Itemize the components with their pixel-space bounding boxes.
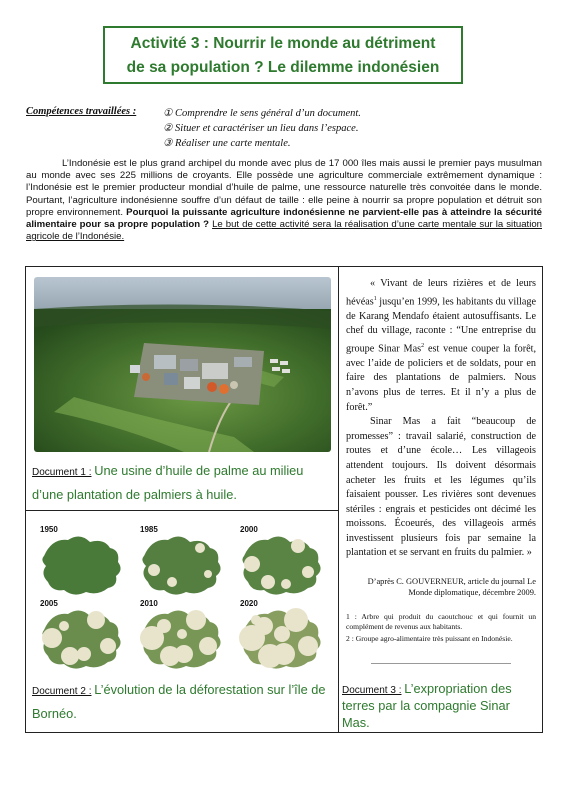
footnote-divider <box>371 663 511 664</box>
competence-item: ② Situer et caractériser un lieu dans l’espace. <box>163 123 359 134</box>
competences-label: Compétences travaillées : <box>26 106 137 117</box>
doc2-title: L’évolution de la déforestation sur l’île de Bornéo. <box>32 682 326 721</box>
doc2-caption <box>32 679 332 727</box>
row-divider <box>26 510 338 511</box>
intro-question: Pourquoi la puissante agriculture indonésienne ne parvient-elle pas à atteindre la sécurité alimentaire pour sa propre population ? <box>26 206 542 231</box>
activity-title-box <box>103 26 463 84</box>
doc3-source: D’après C. GOUVERNEUR, article du journal Le Monde diplomatique, décembre 2009. <box>367 577 536 597</box>
borneo-deforestation-maps <box>34 520 331 670</box>
map-year-label: 1985 <box>140 525 158 534</box>
intro-paragraph <box>26 158 542 243</box>
map-year-label: 2000 <box>240 525 258 534</box>
map-year-label: 2010 <box>140 599 158 608</box>
column-divider <box>338 267 339 732</box>
footnote-1: 1 : Arbre qui produit du caoutchouc et qui fournit un complément de revenus aux habitants. <box>346 612 536 631</box>
documents-grid <box>25 266 543 733</box>
doc1-caption <box>32 460 332 508</box>
doc1-title: Une usine d’huile de palme au milieu d’une plantation de palmiers à huile. <box>32 463 304 502</box>
competence-item: ③ Réaliser une carte mentale. <box>163 138 291 149</box>
doc3-label: Document 3 : <box>342 685 402 696</box>
palm-oil-factory-photo <box>34 277 331 452</box>
competence-item: ① Comprendre le sens général d’un document. <box>163 108 361 119</box>
competences-list <box>163 106 361 151</box>
doc3-caption <box>342 681 538 732</box>
quote-paragraph-2: Sinar Mas a fait “beaucoup de promesses” : travail salarié, construction de routes et d’une école… Les villageois attendent toujours. Ils doivent désormais acheter les fruits et les légumes qu’ils faisaient pousser. Les rivières sont devenues stériles : engrais et pesticides ont décimé les moissons. Écoeurés, des villageois armés investissent plusieurs fois par semaine la plantation et se servant en fruits du palmier. » <box>346 416 536 559</box>
intro-text: L’Indonésie est le plus grand archipel du monde avec plus de 17 000 îles mais aussi le premier pays musulman au monde avec ses 225 millions de croyants. Elle possède une agriculture commerciale extrêmement dynamique : l’Indonésie est le premier producteur mondial d’huile de palme, une ressource naturelle très convoitée dans le monde. Pourtant, l’agriculture indonésienne souffre d’un défaut de taille : elle peine à nourrir sa propre population et détruit son propre environnement. <box>26 158 542 218</box>
activity-title-line2: de sa population ? Le dilemme indonésien <box>126 59 440 76</box>
map-year-label: 1950 <box>40 525 58 534</box>
doc3-footnotes <box>346 612 536 646</box>
intro-goal: Le but de cette activité sera la réalisation d’une carte mentale sur la situation agricole de l’Indonésie. <box>26 219 542 243</box>
doc3-quote <box>346 277 536 561</box>
map-year-label: 2020 <box>240 599 258 608</box>
activity-title-line1: Activité 3 : Nourrir le monde au détriment <box>130 35 436 52</box>
doc2-label: Document 2 : <box>32 686 92 697</box>
quote-paragraph-1: « Vivant de leurs rizières et de leurs hévéas$^1$ jusqu’en 1999, les habitants du village de Karang Mendafo étaient autosuffisants. Le chef du village, raconte : “Une entreprise du groupe Sinar Mas$^2$ est venue couper la forêt, avec l’aide de policiers et de soldats, pour en faire des plantations de palmiers. Nous n’avons plus de terres. Et il n’y a plus de forêt.” <box>346 278 537 413</box>
map-year-label: 2005 <box>40 599 58 608</box>
doc1-label: Document 1 : <box>32 467 92 478</box>
footnote-2: 2 : Groupe agro-alimentaire très puissant en Indonésie. <box>346 634 513 643</box>
footnote-ref-1: 1 <box>373 295 377 302</box>
footnote-ref-2: 2 <box>421 342 425 349</box>
doc3-title: L’expropriation des terres par la compagnie Sinar Mas. <box>342 681 512 730</box>
